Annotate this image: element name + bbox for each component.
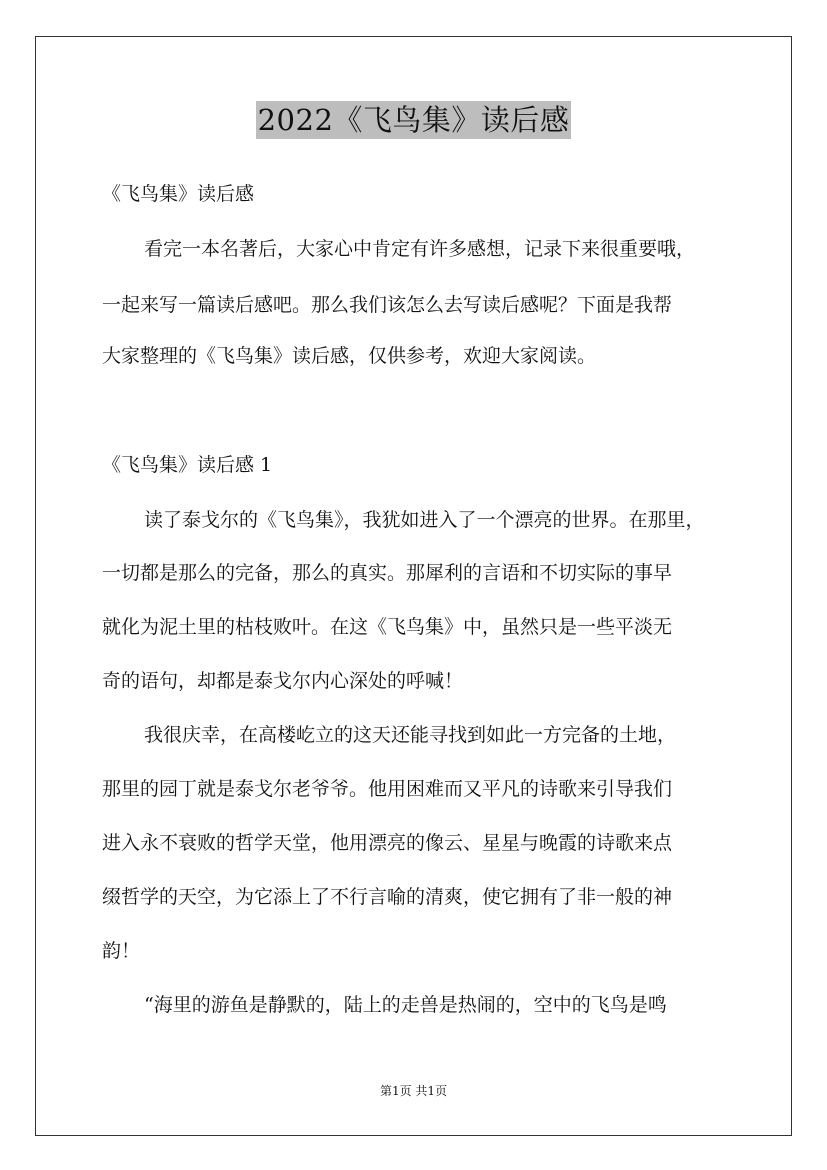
paragraph2-line-1: 我很庆幸，在高楼屹立的这天还能寻找到如此一方完备的土地， [144,724,677,746]
paragraph1-line-2: 一切都是那么的完备，那么的真实。那犀利的言语和不切实际的事早 [102,562,673,584]
paragraph2-line-4: 缀哲学的天空，为它添上了不行言喻的清爽，使它拥有了非一般的神 [102,886,673,908]
intro-line-2: 一起来写一篇读后感吧。那么我们该怎么去写读后感呢？下面是我帮 [102,294,673,316]
paragraph3-line-1: “海里的游鱼是静默的，陆上的走兽是热闹的，空中的飞鸟是鸣 [144,994,667,1016]
paragraph2-line-2: 那里的园丁就是泰戈尔老爷爷。他用困难而又平凡的诗歌来引导我们 [102,778,673,800]
title-wrap [0,101,827,139]
section-heading: 《飞鸟集》读后感 1 [102,454,273,476]
paragraph2-line-5: 韵！ [102,940,141,962]
intro-line-1: 看完一本名著后，大家心中肯定有许多感想，记录下来很重要哦， [144,238,696,260]
paragraph1-line-3: 就化为泥土里的枯枝败叶。在这《飞鸟集》中，虽然只是一些平淡无 [102,616,673,638]
document-title: 2022《飞鸟集》读后感 [257,103,570,137]
paragraph1-line-4: 奇的语句，却都是泰戈尔内心深处的呼喊！ [102,670,464,692]
paragraph1-line-1: 读了泰戈尔的《飞鸟集》，我犹如进入了一个漂亮的世界。在那里， [144,509,705,531]
paragraph2-line-3: 进入永不衰败的哲学天堂，他用漂亮的像云、星星与晚霞的诗歌来点 [102,832,673,854]
page-footer: 第1页 共1页 [379,1084,448,1098]
document-subtitle: 《飞鸟集》读后感 [102,183,255,205]
intro-line-3: 大家整理的《飞鸟集》读后感，仅供参考，欢迎大家阅读。 [102,345,597,367]
